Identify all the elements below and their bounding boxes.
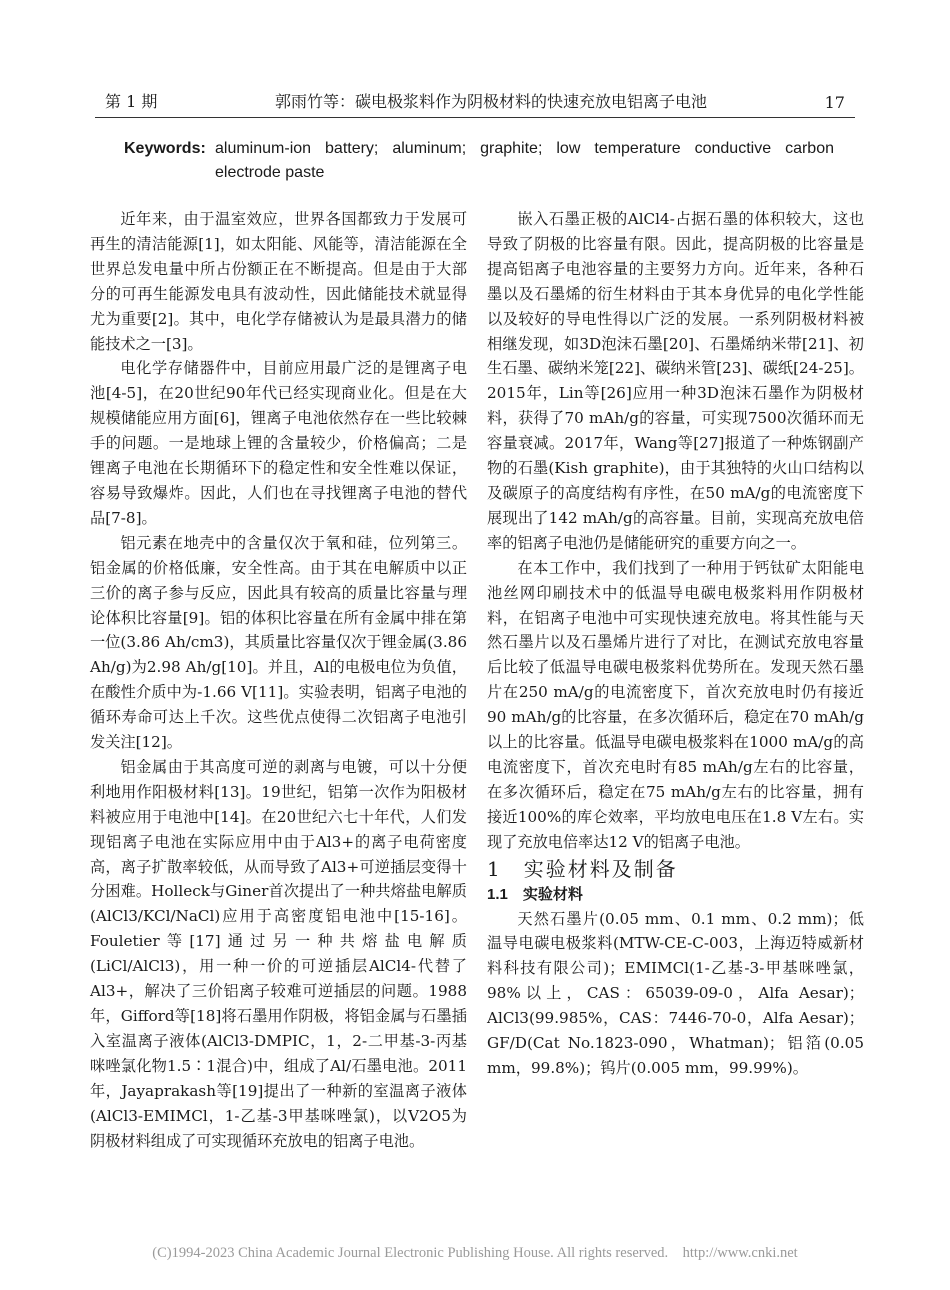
subsection-heading: 1.1 实验材料	[487, 885, 583, 903]
right-column	[487, 207, 864, 1081]
body-paragraph: 近年来，由于温室效应，世界各国都致力于发展可再生的清洁能源[1]，如太阳能、风能等，清洁能源在全世界总发电量中所占份额正在不断提高。但是由于大部分的可再生能源发电具有波动性，因此储能技术就显得尤为重要[2]。其中，电化学存储被认为是最具潜力的储能技术之一[3]。	[90, 210, 467, 353]
header-rule	[95, 117, 855, 118]
keywords-block	[124, 137, 834, 185]
left-column	[90, 207, 467, 1153]
body-paragraph: 天然石墨片(0.05 mm、0.1 mm、0.2 mm)；低温导电碳电极浆料(MTW-CE-C-003，上海迈特威新材料科技有限公司)；EMIMCl(1-乙基-3-甲基咪唑氯，98%以上，CAS：65039-09-0，Alfa Aesar)；AlCl3(99.985%，CAS：7446-70-0，Alfa Aesar)；GF/D(Cat No.1823-090，Whatman)；铝箔(0.05 mm，99.8%)；钨片(0.005 mm，99.99%)。	[487, 909, 864, 1077]
body-paragraph: 铝元素在地壳中的含量仅次于氧和硅，位列第三。铝金属的价格低廉，安全性高。由于其在电解质中以正三价的离子参与反应，因此具有较高的质量比容量与理论体积比容量[9]。铝的体积比容量在所有金属中排在第一位(3.86 Ah/cm3)，其质量比容量仅次于锂金属(3.86 Ah/g)为2.98 Ah/g[10]。并且，Al的电极电位为负值，在酸性介质中为-1.66 V[11]。实验表明，铝离子电池的循环寿命可达上千次。这些优点使得二次铝离子电池引发关注[12]。	[90, 533, 467, 752]
section-heading: 1 实验材料及制备	[487, 856, 678, 881]
body-paragraph: 电化学存储器件中，目前应用最广泛的是锂离子电池[4-5]，在20世纪90年代已经实现商业化。但是在大规模储能应用方面[6]，锂离子电池依然存在一些比较棘手的问题。一是地球上锂的含量较少，价格偏高；二是锂离子电池在长期循环下的稳定性和安全性难以保证，容易导致爆炸。因此，人们也在寻找锂离子电池的替代品[7-8]。	[90, 359, 467, 527]
body-paragraph: 在本工作中，我们找到了一种用于钙钛矿太阳能电池丝网印刷技术中的低温导电碳电极浆料用作阴极材料，在铝离子电池中可实现快速充放电。将其性能与天然石墨片以及石墨烯片进行了对比，在测试充放电容量后比较了低温导电碳电极浆料优势所在。发现天然石墨片在250 mA/g的电流密度下，首次充放电时仍有接近90 mAh/g的比容量，在多次循环后，稳定在70 mAh/g以上的比容量。低温导电碳电极浆料在1000 mA/g的高电流密度下，首次充电时有85 mAh/g左右的比容量，在多次循环后，稳定在75 mAh/g左右的比容量，拥有接近100%的库仑效率，平均放电电压在1.8 V左右。实现了充放电倍率达12 V的铝离子电池。	[487, 558, 864, 851]
keywords-label: Keywords:	[124, 140, 206, 157]
running-title: 郭雨竹等：碳电极浆料作为阴极材料的快速充放电铝离子电池	[274, 92, 707, 111]
page-number: 17	[824, 93, 845, 112]
body-paragraph: 铝金属由于其高度可逆的剥离与电镀，可以十分便利地用作阳极材料[13]。19世纪，铝第一次作为阳极材料被应用于电池中[14]。在20世纪六七十年代，人们发现铝离子电池在实际应用中由于Al3+的离子电荷密度高，离子扩散率较低，从而导致了Al3+可逆插层变得十分困难。Holleck与Giner首次提出了一种共熔盐电解质(AlCl3/KCl/NaCl)应用于高密度铝电池中[15-16]。Fouletier等[17]通过另一种共熔盐电解质(LiCl/AlCl3)，用一种一价的可逆插层AlCl4-代替了Al3+，解决了三价铝离子较难可逆插层的问题。1988年，Gifford等[18]将石墨用作阴极，将铝金属与石墨插入室温离子液体(AlCl3-DMPIC，1，2-二甲基-3-丙基咪唑氯化物1.5∶1混合)中，组成了Al/石墨电池。2011年，Jayaprakash等[19]提出了一种新的室温离子液体(AlCl3-EMIMCl，1-乙基-3甲基咪唑氯)，以V2O5为阴极材料组成了可实现循环充放电的铝离子电池。	[90, 757, 467, 1150]
copyright-footer: (C)1994-2023 China Academic Journal Electronic Publishing House. All rights reserved. http://www.cnki.net	[152, 1245, 798, 1261]
keywords-text: aluminum-ion battery; aluminum; graphite; low temperature conductive carbon electrode paste	[215, 140, 834, 181]
running-header	[105, 86, 845, 112]
body-paragraph: 嵌入石墨正极的AlCl4-占据石墨的体积较大，这也导致了阴极的比容量有限。因此，提高阴极的比容量是提高铝离子电池容量的主要努力方向。近年来，各种石墨以及石墨烯的衍生材料由于其本身优异的电化学性能以及较好的导电性得以广泛的发展。一系列阴极材料被相继发现，如3D泡沫石墨[20]、石墨烯纳米带[21]、初生石墨、碳纳米笼[22]、碳纳米管[23]、碳纸[24-25]。2015年，Lin等[26]应用一种3D泡沫石墨作为阴极材料，获得了70 mAh/g的容量，可实现7500次循环而无容量衰减。2017年，Wang等[27]报道了一种炼钢副产物的石墨(Kish graphite)，由于其独特的火山口结构以及碳原子的高度结构有序性，在50 mA/g的电流密度下展现出了142 mAh/g的高容量。目前，实现高充放电倍率的铝离子电池仍是储能研究的重要方向之一。	[487, 210, 864, 552]
issue-label: 第 1 期	[105, 92, 158, 111]
